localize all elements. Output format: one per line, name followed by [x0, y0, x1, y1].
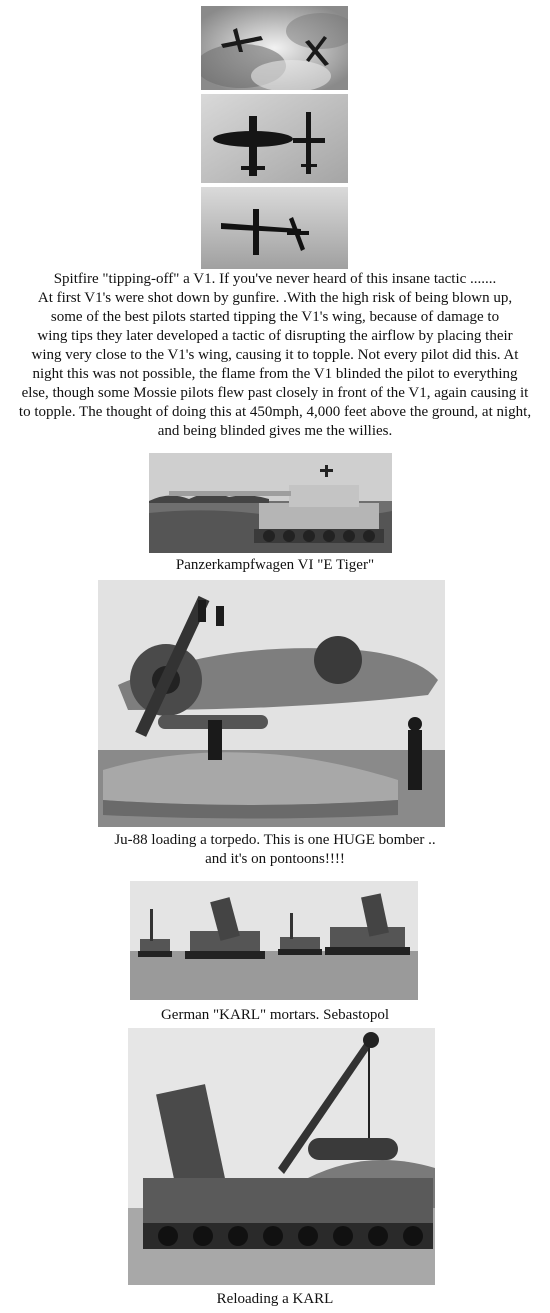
caption-line: else, though some Mossie pilots flew past closely in front of the V1, again causing it: [21, 385, 529, 401]
caption-line: Spitfire "tipping-off" a V1. If you've never heard of this insane tactic .......: [53, 271, 497, 287]
tiger-caption: [0, 556, 550, 575]
spitfire-v1-photo-3: [201, 187, 348, 269]
caption-line: Ju-88 loading a torpedo. This is one HUGE bomber ..: [114, 832, 436, 848]
caption-line: night this was not possible, the flame from the V1 blinded the pilot to everything: [32, 366, 518, 382]
spitfire-v1-photo-1: [201, 6, 348, 90]
caption-line: some of the best pilots started tipping the V1's wing, because of damage to: [50, 309, 500, 325]
caption-line: wing very close to the V1's wing, causing it to topple. Not every pilot did this. At: [31, 347, 519, 363]
spitfire-caption: [0, 270, 550, 441]
caption-line: German "KARL" mortars. Sebastopol: [160, 1007, 390, 1023]
caption-line: At first V1's were shot down by gunfire. .With the high risk of being blown up,: [37, 290, 513, 306]
spitfire-v1-photo-2: [201, 94, 348, 183]
reloading-karl-photo: [128, 1028, 435, 1285]
caption-line: wing tips they later developed a tactic of disrupting the airflow by placing their: [37, 328, 513, 344]
caption-line: to topple. The thought of doing this at 450mph, 4,000 feet above the ground, at night,: [18, 404, 532, 420]
ju88-photo: [98, 580, 445, 827]
caption-line: Panzerkampfwagen VI "E Tiger": [175, 557, 375, 573]
caption-line: Reloading a KARL: [216, 1291, 334, 1307]
tiger-tank-photo: [149, 453, 392, 553]
reload-caption: [0, 1290, 550, 1309]
karl-mortars-photo: [130, 881, 418, 1000]
caption-line: and being blinded gives me the willies.: [157, 423, 393, 439]
caption-line: and it's on pontoons!!!!: [205, 851, 345, 867]
ju88-caption: [0, 831, 550, 869]
karl-caption: [0, 1006, 550, 1025]
